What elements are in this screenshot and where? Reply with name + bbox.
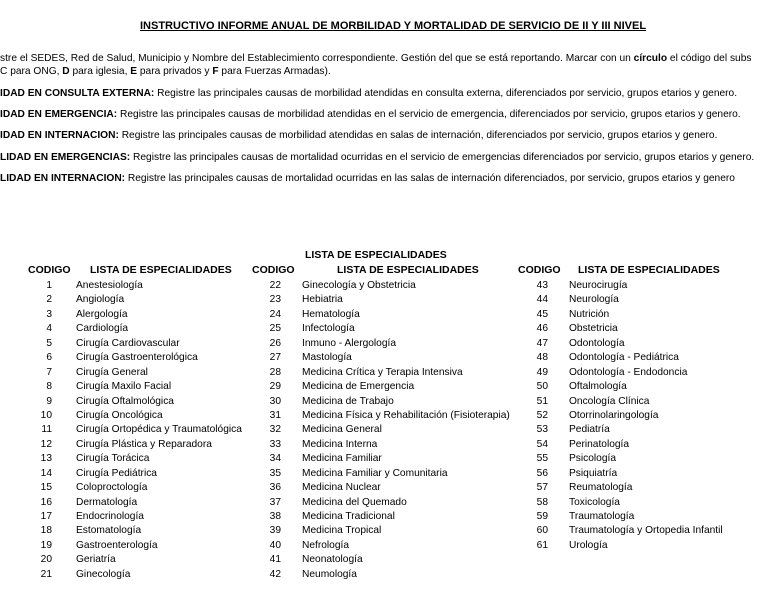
paragraph-text: Registre las principales causas de mortalidad ocurridas en el servicio de emergencias diferenciados por servicio, grupos etarios y genero. (130, 152, 755, 163)
specialty-name: Nefrología (302, 539, 350, 551)
specialty-name: Oftalmología (569, 381, 627, 393)
specialty-name: Ginecología y Obstetricia (302, 280, 416, 291)
specialty-name: Psicología (569, 453, 617, 465)
specialty-code: 7 (46, 366, 52, 378)
specialty-name: Medicina Tradicional (302, 511, 395, 522)
specialty-code: 36 (269, 482, 281, 494)
specialty-name: Urología (569, 539, 608, 551)
specialty-code: 20 (40, 554, 52, 566)
specialty-name: Odontología - Pediátrica (569, 352, 679, 364)
specialty-code: 25 (269, 323, 281, 335)
specialty-name: Medicina de Trabajo (302, 395, 394, 407)
specialty-code: 19 (40, 539, 52, 551)
specialty-code: 27 (269, 352, 281, 364)
specialty-name: Medicina General (302, 424, 382, 436)
paragraph-heading: IDAD EN EMERGENCIA: (0, 109, 118, 120)
specialty-code: 51 (536, 395, 548, 407)
paragraph-text: Registre las principales causas de morbilidad atendidas en el servicio de emergencia, diferenciados por servicio, grupos etarios y genero. (117, 109, 741, 120)
paragraph-text: C para ONG, (0, 66, 63, 77)
instruction-paragraph-1 (0, 52, 751, 65)
specialty-code: 29 (269, 381, 281, 393)
specialty-name: Medicina del Quemado (302, 496, 407, 508)
document-title: INSTRUCTIVO INFORME ANUAL DE MORBILIDAD Y MORTALIDAD DE SERVICIO DE II Y III NIVEL (140, 20, 647, 32)
specialty-name: Cirugía Cardiovascular (76, 337, 180, 349)
specialty-code: 3 (46, 308, 52, 320)
specialty-name: Cirugía Gastroenterológica (76, 352, 198, 364)
specialty-code: 9 (46, 395, 52, 407)
specialty-code: 16 (40, 496, 52, 508)
instruction-morbilidad-emergencia (0, 108, 741, 121)
specialty-name: Cirugía Torácica (76, 453, 150, 465)
paragraph-heading: IDAD EN INTERNACION: (0, 130, 119, 141)
specialty-name: Medicina Nuclear (302, 482, 381, 494)
specialty-code: 50 (536, 381, 548, 393)
specialty-code: 26 (269, 337, 281, 349)
specialty-code: 55 (536, 453, 548, 465)
specialty-code: 42 (269, 568, 281, 580)
specialty-code: 49 (536, 366, 548, 378)
specialty-code: 18 (40, 525, 52, 537)
specialty-name: Cirugía Oncológica (76, 409, 163, 421)
paragraph-text: para Fuerzas Armadas). (218, 66, 331, 77)
specialty-code: 28 (269, 366, 281, 378)
specialty-name: Cirugía Maxilo Facial (76, 381, 172, 393)
specialty-code: 60 (536, 525, 548, 537)
specialty-code: 39 (269, 525, 281, 537)
instruction-consulta-externa (0, 87, 737, 100)
specialty-name: Alergología (76, 308, 128, 320)
specialty-name: Reumatología (569, 482, 633, 494)
code-column-header: CODIGO (28, 264, 71, 276)
specialty-code: 24 (269, 308, 281, 320)
specialty-column-header: LISTA DE ESPECIALIDADES (337, 264, 479, 276)
paragraph-bold-text: círculo (633, 53, 668, 64)
instruction-morbilidad-internacion (0, 129, 717, 142)
specialty-code: 12 (40, 438, 52, 450)
specialty-name: Toxicología (569, 496, 620, 508)
specialty-code: 4 (46, 323, 52, 335)
specialty-code: 57 (536, 482, 548, 494)
specialty-name: Cirugía Ortopédica y Traumatológica (76, 424, 242, 436)
specialty-name: Gastroenterología (76, 539, 158, 551)
specialty-code: 1 (46, 280, 52, 291)
specialty-code: 58 (536, 496, 548, 508)
specialty-name: Dermatología (76, 496, 138, 508)
paragraph-text: stre el SEDES, Red de Salud, Municipio y Nombre del Establecimiento correspondiente. Gestión del que se está reportando. Marcar con un (0, 53, 634, 64)
specialty-code: 61 (536, 539, 548, 551)
specialty-name: Nutrición (569, 308, 610, 320)
specialty-code: 23 (269, 294, 281, 306)
specialty-name: Hematología (302, 308, 360, 320)
paragraph-text: Registre las principales causas de morbilidad atendidas en consulta externa, diferenciados por servicio, grupos etarios y genero. (154, 88, 738, 99)
specialty-name: Neurocirugía (569, 280, 628, 291)
specialty-code: 43 (536, 280, 548, 291)
specialty-code: 37 (269, 496, 281, 508)
specialty-column-header: LISTA DE ESPECIALIDADES (90, 264, 232, 276)
specialty-name: Neurología (569, 294, 619, 306)
specialty-name: Odontología (569, 337, 625, 349)
specialty-name: Neumología (302, 568, 357, 580)
paragraph-text: Registre las principales causas de morbilidad atendidas en salas de internación, diferenciados por servicio, grupos etarios y genero. (118, 130, 718, 141)
instruction-mortalidad-emergencias (0, 151, 754, 164)
specialty-name: Inmuno - Alergología (302, 337, 397, 349)
specialty-name: Medicina Interna (302, 438, 378, 450)
specialty-name: Cirugía General (76, 366, 148, 378)
specialty-code: 6 (46, 352, 52, 364)
specialty-name: Traumatología (569, 511, 635, 522)
specialty-code: 38 (269, 511, 281, 522)
paragraph-heading: IDAD EN CONSULTA EXTERNA: (0, 88, 155, 99)
specialty-code: 21 (40, 568, 52, 580)
paragraph-text: Registre las principales causas de mortalidad ocurridas en las salas de internación diferenciados, por servicio, grupos etarios y genero (125, 173, 735, 184)
specialty-name: Coloproctología (76, 482, 148, 494)
specialty-code: 5 (46, 337, 52, 349)
specialty-name: Cirugía Pediátrica (76, 467, 157, 479)
specialty-code: 32 (269, 424, 281, 436)
specialty-code: 17 (40, 511, 52, 522)
specialty-code: 53 (536, 424, 548, 436)
specialty-name: Traumatología y Ortopedia Infantil (569, 525, 723, 537)
specialties-list-title: LISTA DE ESPECIALIDADES (305, 249, 447, 261)
code-column-header: CODIGO (518, 264, 561, 276)
paragraph-bold-text: E (130, 66, 138, 77)
specialty-code: 47 (536, 337, 548, 349)
code-column-header: CODIGO (252, 264, 295, 276)
specialty-code: 52 (536, 409, 548, 421)
specialty-name: Infectología (302, 323, 355, 335)
specialty-name: Cirugía Plástica y Reparadora (76, 438, 212, 450)
instruction-mortalidad-internacion (0, 172, 735, 185)
specialty-code: 44 (536, 294, 548, 306)
specialty-name: Cirugía Oftalmológica (76, 395, 174, 407)
specialty-name: Obstetricia (569, 323, 618, 335)
specialty-code: 15 (40, 482, 52, 494)
specialty-code: 46 (536, 323, 548, 335)
specialty-code: 10 (40, 409, 52, 421)
specialty-name: Estomatología (76, 525, 142, 537)
specialty-name: Psiquiatría (569, 467, 618, 479)
specialty-code: 13 (40, 453, 52, 465)
specialty-name: Perinatología (569, 438, 630, 450)
specialty-name: Medicina de Emergencia (302, 381, 415, 393)
paragraph-text: para iglesia, (69, 66, 131, 77)
specialty-name: Oncología Clínica (569, 395, 650, 407)
specialty-name: Hebiatria (302, 294, 343, 306)
specialty-code: 40 (269, 539, 281, 551)
specialty-name: Medicina Familiar y Comunitaria (302, 467, 448, 479)
paragraph-text: el código del subs (667, 53, 752, 64)
specialty-code: 30 (269, 395, 281, 407)
paragraph-heading: LIDAD EN INTERNACION: (0, 173, 126, 184)
specialty-code: 35 (269, 467, 281, 479)
specialty-name: Medicina Física y Rehabilitación (Fisioterapia) (302, 409, 510, 421)
specialty-name: Medicina Familiar (302, 453, 382, 465)
specialty-name: Medicina Crítica y Terapia Intensiva (302, 366, 463, 378)
paragraph-heading: LIDAD EN EMERGENCIAS: (0, 152, 131, 163)
paragraph-text: para privados y (137, 66, 213, 77)
instruction-paragraph-2 (0, 65, 331, 78)
specialty-name: Odontología - Endodoncia (569, 366, 688, 378)
specialty-name: Medicina Tropical (302, 525, 382, 537)
specialty-name: Angiología (76, 294, 125, 306)
specialty-name: Otorrinolaringología (569, 409, 659, 421)
specialty-name: Anestesiología (76, 280, 143, 291)
specialty-code: 41 (269, 554, 281, 566)
paragraph-bold-text: D (62, 66, 70, 77)
specialty-code: 11 (41, 424, 52, 436)
specialty-code: 56 (536, 467, 548, 479)
specialty-code: 31 (269, 409, 281, 421)
specialty-name: Endocrinología (76, 511, 144, 522)
specialty-code: 45 (536, 308, 548, 320)
specialty-column-header: LISTA DE ESPECIALIDADES (578, 264, 720, 276)
specialty-code: 54 (536, 438, 548, 450)
specialty-name: Mastología (302, 352, 352, 364)
specialty-name: Geriatría (76, 554, 116, 566)
paragraph-bold-text: F (212, 66, 219, 77)
specialty-name: Neonatología (302, 554, 363, 566)
specialty-name: Cardiología (76, 323, 129, 335)
specialty-code: 59 (536, 511, 548, 522)
specialty-code: 33 (269, 438, 281, 450)
specialty-code: 8 (46, 381, 52, 393)
specialty-code: 34 (269, 453, 281, 465)
specialty-code: 22 (269, 280, 281, 291)
specialty-code: 14 (40, 467, 52, 479)
specialty-name: Pediatría (569, 424, 610, 436)
specialty-code: 2 (46, 294, 52, 306)
specialty-code: 48 (536, 352, 548, 364)
specialty-name: Ginecología (76, 568, 131, 580)
